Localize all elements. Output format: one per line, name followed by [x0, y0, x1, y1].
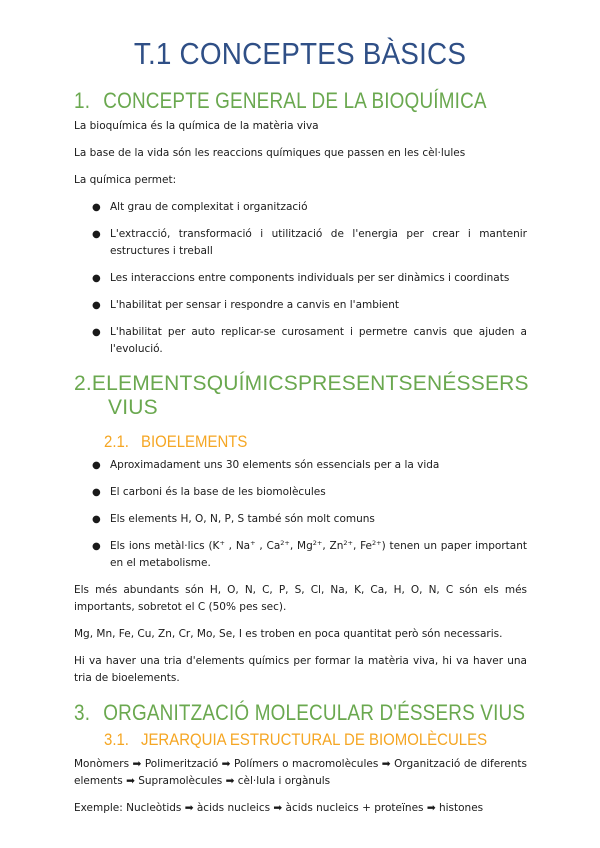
paragraph: Exemple: Nucleòtids ➡ àcids nucleics ➡ àcids nucleics + proteïnes ➡ histones [74, 802, 484, 814]
section-3-number: 3. [74, 700, 91, 725]
bullet-marker: ● [92, 327, 101, 338]
ion: K+ [212, 539, 225, 552]
bullet-marker: ● [92, 273, 101, 284]
bullet-marker: ● [92, 541, 101, 552]
list-item: Els elements H, O, N, P, S també són molt comuns [110, 513, 375, 525]
section-2-title-word: ELEMENTS [91, 372, 207, 395]
ions-prefix: Els ions metàl·lics ( [110, 540, 213, 552]
bullet-marker: ● [92, 229, 101, 240]
ion: $Ca^{2+}$ [266, 539, 290, 552]
paragraph: Monòmers ➡ Polimerització ➡ Polímers o macromolècules ➡ Organització de diferents elements ➡ Supramolècules ➡ cèl·lula i orgànuls [74, 758, 527, 787]
list-item: Les interaccions entre components individuals per ser dinàmics i coordinats [110, 272, 510, 284]
list-item: Aproximadament uns 30 elements són essencials per a la vida [110, 459, 440, 471]
section-3-heading [74, 700, 525, 726]
bullet-marker: ● [92, 202, 101, 213]
paragraph: La base de la vida són les reaccions químiques que passen en les cèl·lules [74, 147, 466, 159]
paragraph: Mg, Mn, Fe, Cu, Zn, Cr, Mo, Se, I es troben en poca quantitat però són necessaris. [74, 628, 503, 640]
section-2-title-word: EN [412, 372, 443, 395]
ion: Na+ [235, 539, 256, 552]
list-item: Alt grau de complexitat i organització [110, 201, 308, 213]
subsection-3-1-heading [104, 730, 487, 750]
list-item: El carboni és la base de les biomolècules [110, 486, 326, 498]
list-item: L'extracció, transformació i utilització de l'energia per crear i mantenir estructures i treball [110, 228, 527, 257]
paragraph: La química permet: [74, 174, 177, 186]
section-2-heading [74, 372, 528, 420]
ion: $Mg^{2+}$ [297, 539, 323, 552]
page-title: T.1 CONCEPTES BÀSICS [133, 36, 467, 71]
section-2-number: 2. [74, 372, 92, 395]
paragraph: Els més abundants són H, O, N, C, P, S, Cl, Na, K, Ca, H, O, N, C són els més importants, sobretot el C (50% pes sec). [74, 584, 527, 613]
list-item-ions: Els ions metàl·lics (K+ , Na+ , $Ca^{2+}$, $Mg^{2+}$, $Zn^{2+}$, $Fe^{2+}$) tenen un paper important en el metabolisme. [110, 539, 527, 569]
ion: $Fe^{2+}$ [360, 539, 382, 552]
section-2-title-word: ÉSSERS [442, 372, 529, 395]
paragraph: Hi va haver una tria d'elements químics per formar la matèria viva, hi va haver una tria de bioelements. [74, 655, 527, 684]
section-3-title: ORGANITZACIÓ MOLECULAR D'ÉSSERS VIUS [103, 700, 526, 725]
section-1-number: 1. [74, 88, 91, 113]
bullet-marker: ● [92, 514, 101, 525]
paragraph: La bioquímica és la química de la matèria viva [74, 120, 319, 132]
ion: $Zn^{2+}$ [329, 539, 353, 552]
section-2-title-line2: VIUS [108, 396, 158, 419]
subsection-2-1-title: BIOELEMENTS [140, 432, 248, 451]
bullet-marker: ● [92, 300, 101, 311]
subsection-2-1-number: 2.1. [104, 432, 129, 451]
section-2-title-word: QUÍMICS [206, 372, 298, 395]
list-item: L'habilitat per sensar i respondre a canvis en l'ambient [110, 299, 400, 311]
section-1-title: CONCEPTE GENERAL DE LA BIOQUÍMICA [103, 88, 487, 113]
ions-suffix: ) tenen un paper important en el metabolisme. [110, 540, 527, 569]
subsection-3-1-number: 3.1. [104, 730, 129, 749]
subsection-2-1-heading [104, 432, 247, 452]
bullet-marker: ● [92, 460, 101, 471]
section-2-title-word: PRESENTS [297, 372, 413, 395]
subsection-3-1-title: JERARQUIA ESTRUCTURAL DE BIOMOLÈCULES [140, 730, 488, 749]
list-item: L'habilitat per auto replicar-se curosament i permetre canvis que ajuden a l'evolució. [110, 326, 527, 355]
bullet-marker: ● [92, 487, 101, 498]
section-1-heading [74, 88, 487, 114]
